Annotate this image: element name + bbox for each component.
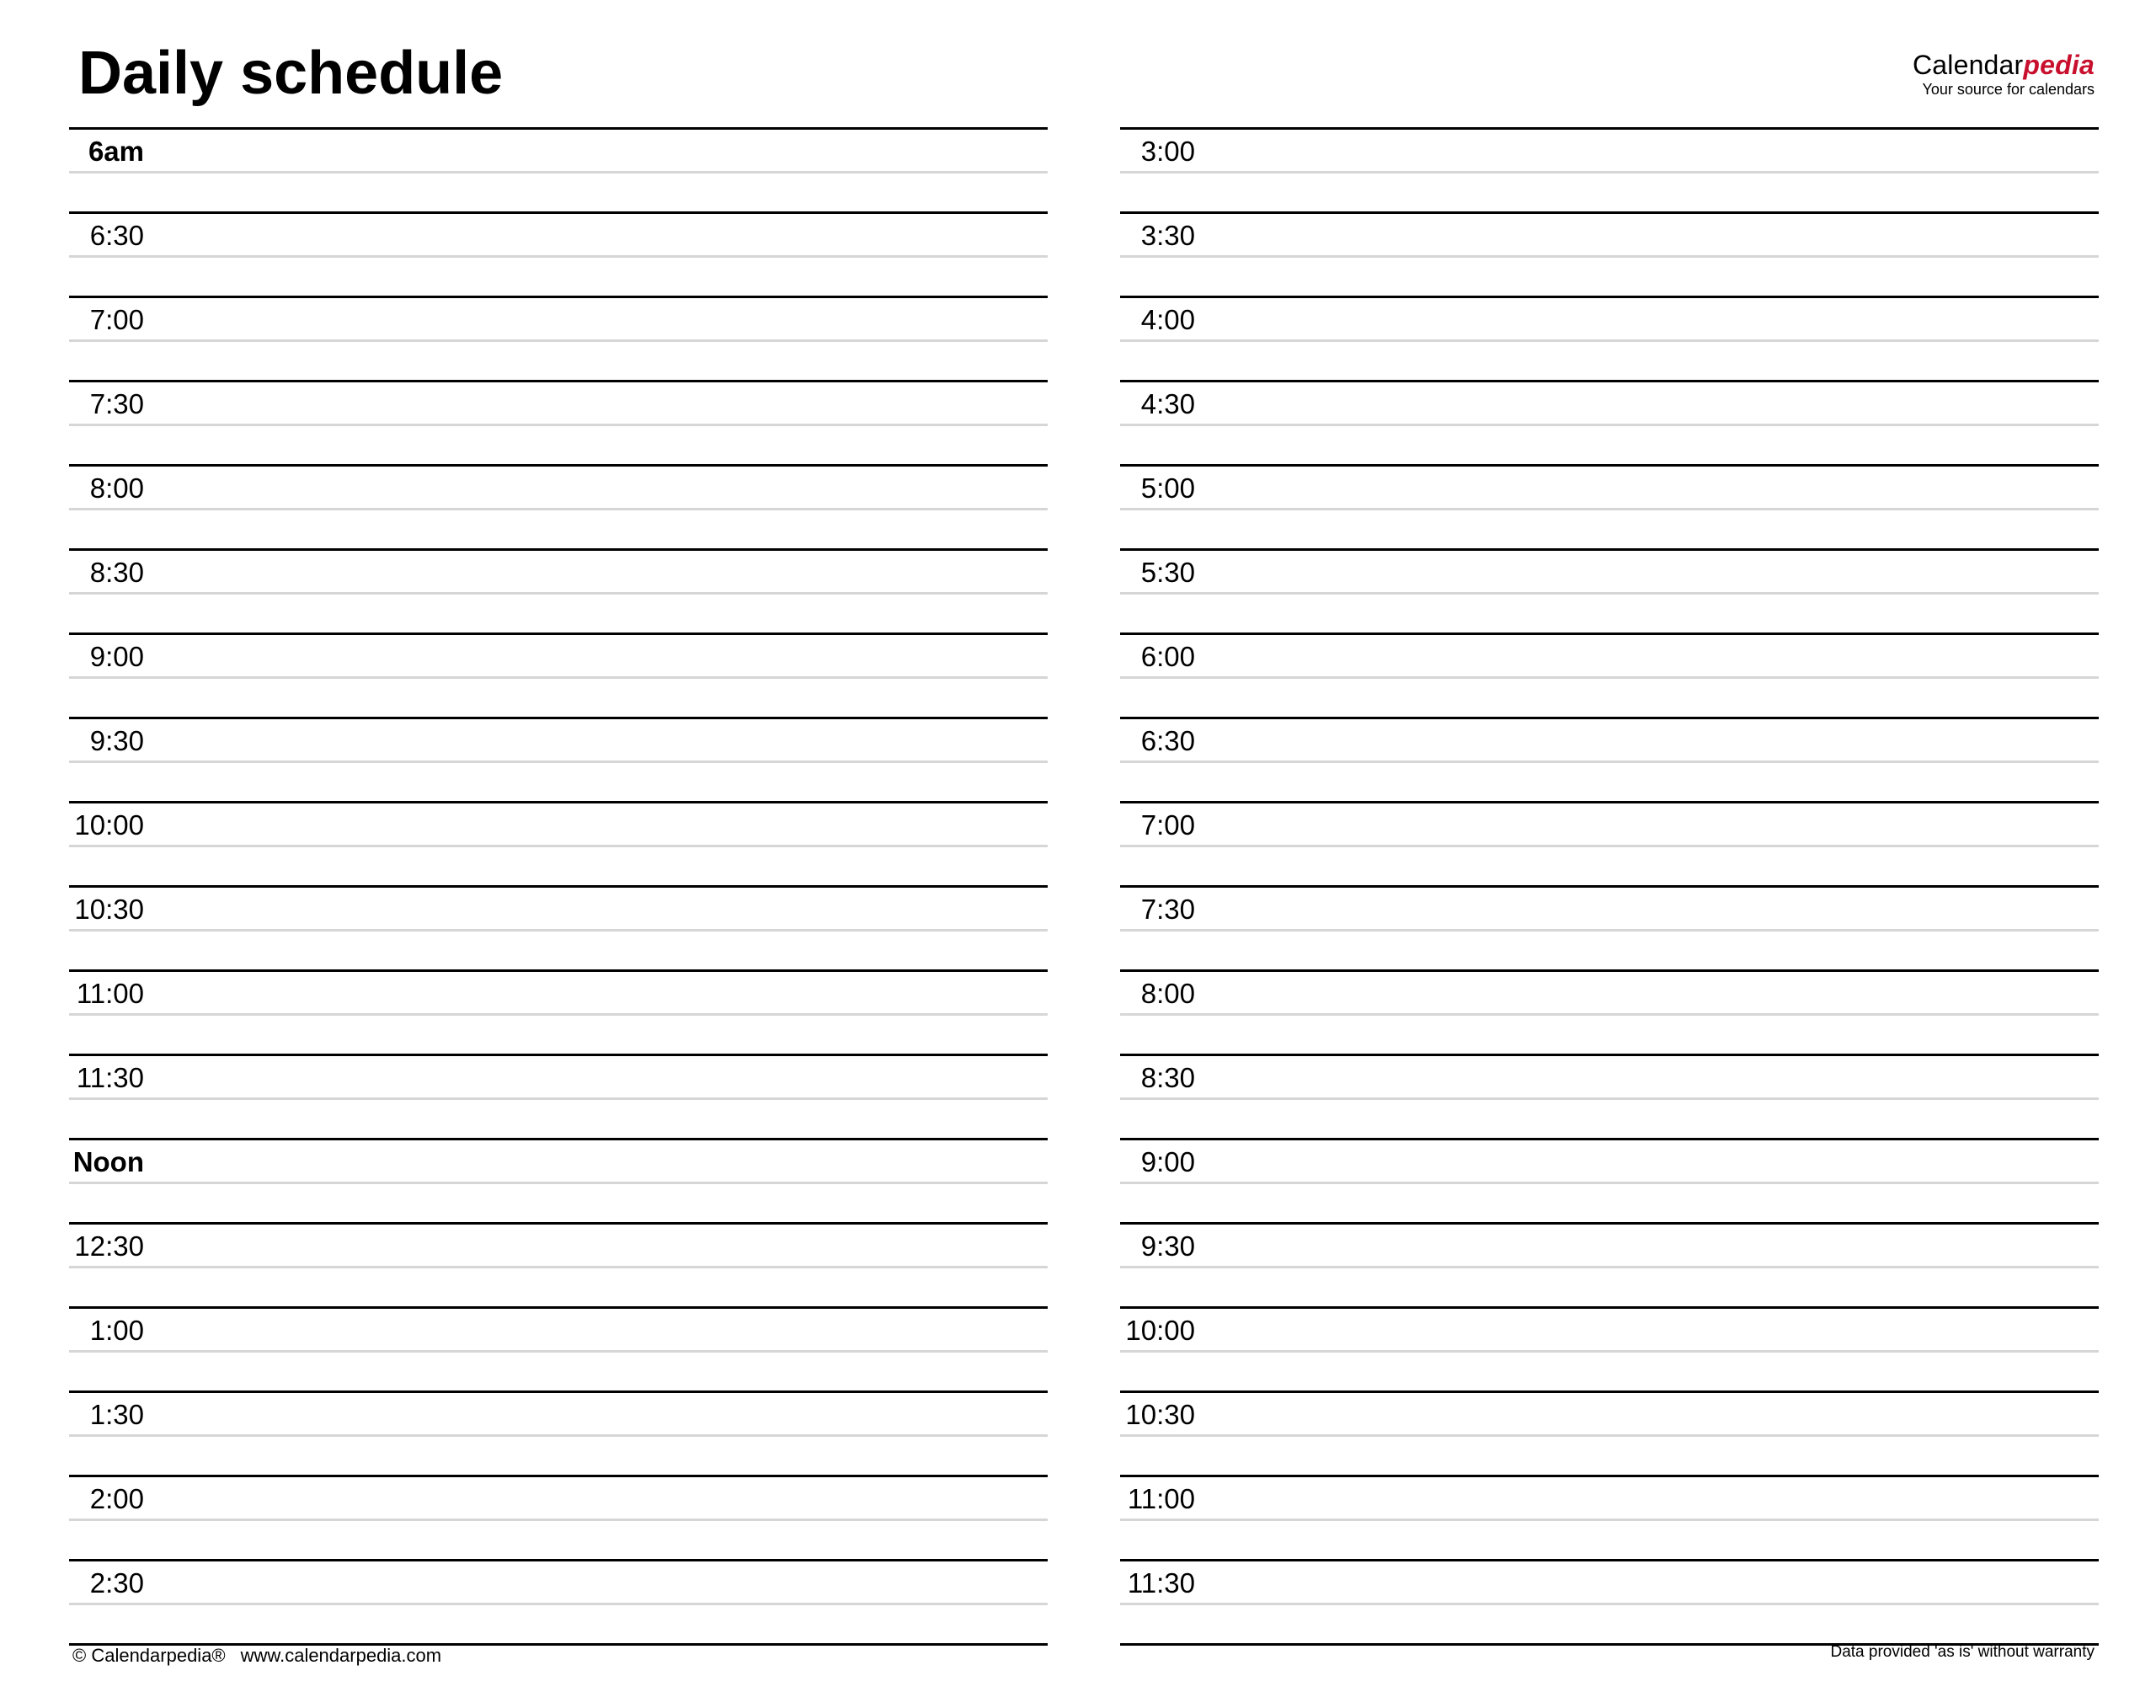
time-slot-row[interactable] — [1120, 632, 2099, 717]
half-slot-divider — [1120, 1182, 2099, 1184]
time-slot-row[interactable] — [1120, 211, 2099, 296]
time-slot-label: 4:30 — [1140, 388, 1195, 419]
footer-disclaimer: Data provided 'as is' without warranty — [1830, 1643, 2095, 1661]
time-slot-row[interactable] — [1120, 296, 2099, 380]
time-slot-row[interactable] — [69, 127, 1048, 211]
time-slot-label: 6:00 — [1140, 641, 1195, 672]
half-slot-divider — [69, 1266, 1048, 1268]
half-slot-divider — [69, 1013, 1048, 1016]
time-slot-label: 10:30 — [74, 894, 144, 925]
time-slot-label: 1:00 — [89, 1315, 144, 1346]
time-slot-label: 7:30 — [1140, 894, 1195, 925]
schedule-column-right — [1120, 127, 2099, 1646]
time-slot-row[interactable] — [69, 211, 1048, 296]
time-slot-label: 8:30 — [89, 557, 144, 588]
time-slot-label: 11:30 — [1127, 1567, 1195, 1599]
half-slot-divider — [69, 1350, 1048, 1353]
half-slot-divider — [1120, 1434, 2099, 1437]
time-slot-label: 3:00 — [1140, 136, 1195, 167]
schedule-column-left — [69, 127, 1048, 1646]
time-slot-row[interactable] — [1120, 1390, 2099, 1475]
time-slot-label: 2:00 — [89, 1483, 144, 1514]
time-slot-label: 6am — [88, 136, 144, 167]
time-slot-label: 10:00 — [1125, 1315, 1195, 1346]
time-slot-row[interactable] — [69, 548, 1048, 632]
time-slot-label: 6:30 — [89, 220, 144, 251]
time-slot-row[interactable] — [1120, 1222, 2099, 1306]
logo-name-plain: Calendar — [1912, 50, 2024, 80]
time-slot-row[interactable] — [1120, 1475, 2099, 1559]
half-slot-divider — [69, 761, 1048, 763]
time-slot-label: 5:00 — [1140, 472, 1195, 504]
half-slot-divider — [69, 676, 1048, 679]
time-slot-label: 7:30 — [89, 388, 144, 419]
time-slot-row[interactable] — [1120, 1559, 2099, 1643]
half-slot-divider — [69, 424, 1048, 426]
half-slot-divider — [1120, 761, 2099, 763]
logo-tagline: Your source for calendars — [1922, 81, 2095, 98]
half-slot-divider — [69, 845, 1048, 847]
time-slot-row[interactable] — [69, 717, 1048, 801]
half-slot-divider — [1120, 676, 2099, 679]
half-slot-divider — [1120, 1519, 2099, 1521]
time-slot-row[interactable] — [69, 632, 1048, 717]
time-slot-row[interactable] — [69, 296, 1048, 380]
time-slot-label: 10:00 — [74, 809, 144, 841]
time-slot-row[interactable] — [69, 1054, 1048, 1138]
time-slot-label: 2:30 — [89, 1567, 144, 1599]
half-slot-divider — [69, 592, 1048, 595]
time-slot-row[interactable] — [1120, 548, 2099, 632]
half-slot-divider — [69, 1603, 1048, 1605]
time-slot-row[interactable] — [69, 1475, 1048, 1559]
time-slot-label: 9:00 — [1140, 1146, 1195, 1177]
half-slot-divider — [1120, 1097, 2099, 1100]
half-slot-divider — [69, 1097, 1048, 1100]
half-slot-divider — [69, 1182, 1048, 1184]
time-slot-label: 11:00 — [1127, 1483, 1195, 1514]
time-slot-row[interactable] — [69, 380, 1048, 464]
time-slot-row[interactable] — [69, 1138, 1048, 1222]
time-slot-row[interactable] — [1120, 969, 2099, 1054]
time-slot-row[interactable] — [1120, 127, 2099, 211]
half-slot-divider — [1120, 424, 2099, 426]
half-slot-divider — [1120, 1603, 2099, 1605]
time-slot-label: 7:00 — [89, 304, 144, 335]
time-slot-label: 8:00 — [1140, 978, 1195, 1009]
time-slot-row[interactable] — [1120, 801, 2099, 885]
half-slot-divider — [1120, 255, 2099, 258]
time-slot-label: 4:00 — [1140, 304, 1195, 335]
half-slot-divider — [1120, 845, 2099, 847]
time-slot-label: 8:00 — [89, 472, 144, 504]
half-slot-divider — [69, 1434, 1048, 1437]
time-slot-label: 12:30 — [74, 1230, 144, 1262]
half-slot-divider — [69, 255, 1048, 258]
time-slot-row[interactable] — [69, 969, 1048, 1054]
time-slot-label: 9:30 — [1140, 1230, 1195, 1262]
time-slot-label: 6:30 — [1140, 725, 1195, 756]
time-slot-row[interactable] — [69, 1390, 1048, 1475]
time-slot-row[interactable] — [69, 885, 1048, 969]
half-slot-divider — [1120, 508, 2099, 510]
half-slot-divider — [69, 339, 1048, 342]
time-slot-row[interactable] — [69, 464, 1048, 548]
time-slot-row[interactable] — [1120, 885, 2099, 969]
time-slot-label: 5:30 — [1140, 557, 1195, 588]
time-slot-row[interactable] — [1120, 717, 2099, 801]
half-slot-divider — [1120, 339, 2099, 342]
half-slot-divider — [1120, 1013, 2099, 1016]
time-slot-label: 1:30 — [89, 1399, 144, 1430]
half-slot-divider — [1120, 592, 2099, 595]
calendarpedia-logo[interactable] — [1913, 49, 2095, 98]
footer-copyright: © Calendarpedia® — [72, 1645, 226, 1666]
time-slot-label: 8:30 — [1140, 1062, 1195, 1093]
half-slot-divider — [69, 171, 1048, 173]
time-slot-row[interactable] — [1120, 464, 2099, 548]
half-slot-divider — [1120, 1266, 2099, 1268]
time-slot-row[interactable] — [69, 1306, 1048, 1390]
time-slot-label: 10:30 — [1125, 1399, 1195, 1430]
time-slot-row[interactable] — [1120, 380, 2099, 464]
time-slot-row[interactable] — [69, 1559, 1048, 1643]
half-slot-divider — [1120, 171, 2099, 173]
footer-url-link[interactable]: www.calendarpedia.com — [240, 1645, 442, 1666]
logo-name-accent: pedia — [2023, 50, 2095, 80]
half-slot-divider — [1120, 1350, 2099, 1353]
time-slot-label: 11:00 — [76, 978, 144, 1009]
half-slot-divider — [1120, 929, 2099, 931]
time-slot-row[interactable] — [69, 801, 1048, 885]
half-slot-divider — [69, 508, 1048, 510]
time-slot-label: Noon — [72, 1146, 144, 1177]
half-slot-divider — [69, 1519, 1048, 1521]
time-slot-row[interactable] — [1120, 1054, 2099, 1138]
footer-left — [72, 1644, 441, 1668]
time-slot-label: 9:00 — [89, 641, 144, 672]
time-slot-label: 3:30 — [1140, 220, 1195, 251]
time-slot-label: 9:30 — [89, 725, 144, 756]
page-title: Daily schedule — [78, 40, 504, 107]
time-slot-label: 7:00 — [1140, 809, 1195, 841]
time-slot-row[interactable] — [1120, 1138, 2099, 1222]
time-slot-label: 11:30 — [76, 1062, 144, 1093]
time-slot-row[interactable] — [1120, 1306, 2099, 1390]
logo-wordmark — [1913, 49, 2095, 81]
time-slot-row[interactable] — [69, 1222, 1048, 1306]
half-slot-divider — [69, 929, 1048, 931]
